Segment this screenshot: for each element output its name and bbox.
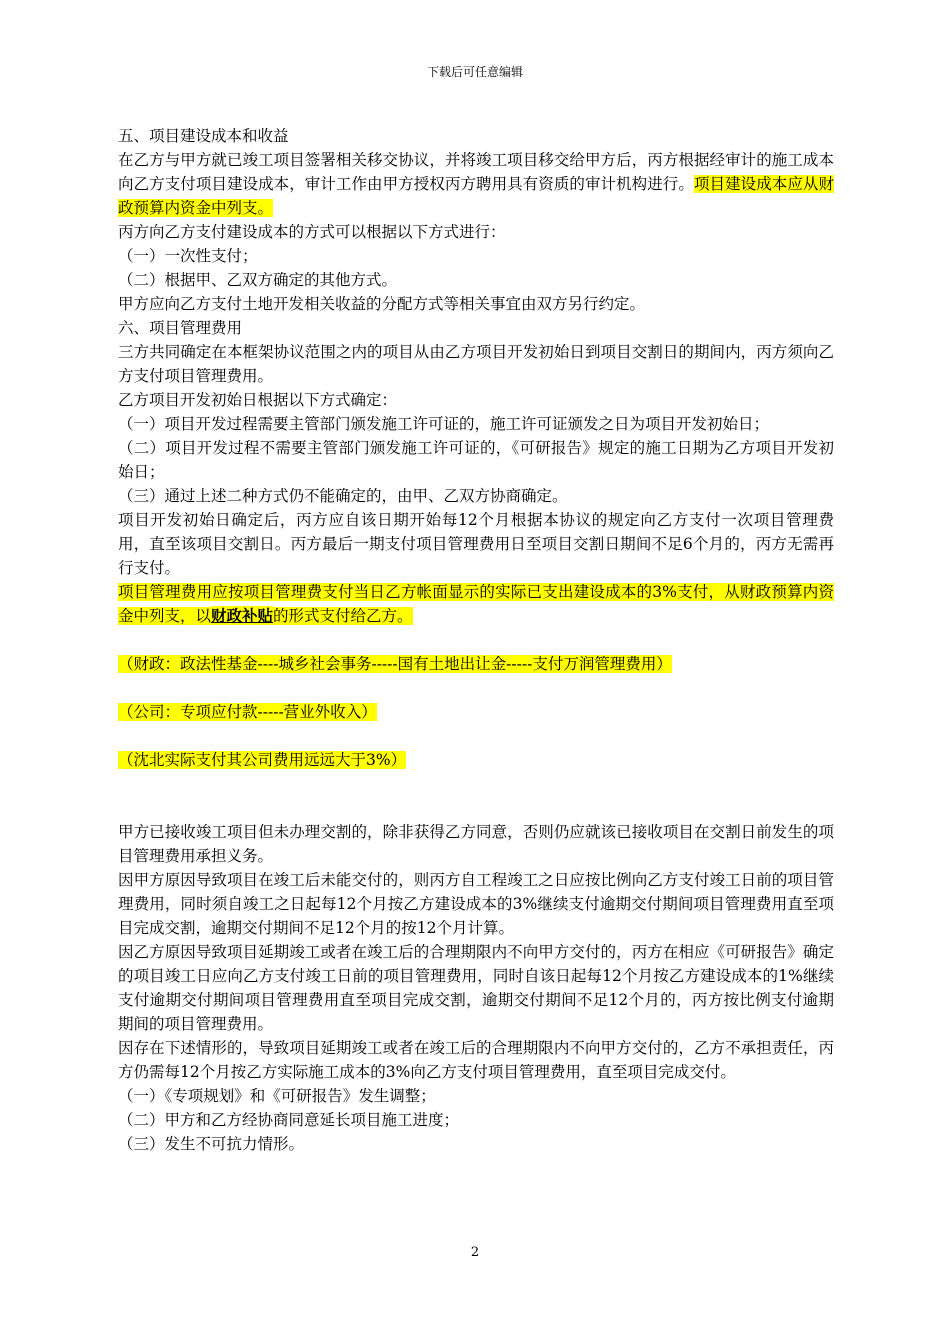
note-finance [118, 652, 834, 676]
section5-paragraph-2: 丙方向乙方支付建设成本的方式可以根据以下方式进行： [118, 223, 506, 241]
spacer [118, 724, 834, 748]
note-company [118, 700, 834, 724]
page-header: 下载后可任意编辑 [426, 65, 523, 79]
highlighted-text: 项目建设成本应从财政预算内资金中列支。 [118, 175, 834, 217]
page-number: 2 [470, 1245, 480, 1260]
section6-paragraph-7: 因存在下述情形的，导致项目延期竣工或者在竣工后的合理期限内不向甲方交付的，乙方不承担责任，丙方仍需每12个月按乙方实际施工成本的3%向乙方支付项目管理费用，直至项目完成交付。 [118, 1039, 834, 1081]
section6-list-item-1: （一）项目开发过程需要主管部门颁发施工许可证的，施工许可证颁发之日为项目开发初始日； [118, 415, 770, 433]
section6-paragraph-6: 因乙方原因导致项目延期竣工或者在竣工后的合理期限内不向甲方交付的，丙方在相应《可研报告》确定的项目竣工日应向乙方支付竣工日前的项目管理费用，同时自该日起每12个月按乙方建设成本的1%继续支付逾期交付期间项目管理费用直至项目完成交割，逾期交付期间不足12个月的，丙方按比例支付逾期期间的项目管理费用。 [118, 943, 834, 1033]
highlighted-paragraph [118, 580, 834, 628]
note-shenbei [118, 748, 834, 772]
section5-paragraph-3: 甲方应向乙方支付土地开发相关收益的分配方式等相关事宜由双方另行约定。 [118, 295, 646, 313]
document-body [118, 124, 834, 1156]
highlighted-text-b: 的形式支付给乙方。 [273, 607, 413, 625]
section6-paragraph-5: 因甲方原因导致项目在竣工后未能交付的，则丙方自工程竣工之日应按比例向乙方支付竣工日前的项目管理费用，同时须自竣工之日起每12个月按乙方建设成本的3%继续支付逾期交付期间项目管理费用直至项目完成交割，逾期交付期间不足12个月的按12个月计算。 [118, 871, 834, 937]
note-shenbei-text: （沈北实际支付其公司费用远远大于3%） [118, 751, 407, 769]
section6-paragraph-2: 乙方项目开发初始日根据以下方式确定： [118, 391, 398, 409]
section6-list-item-2: （二）项目开发过程不需要主管部门颁发施工许可证的，《可研报告》规定的施工日期为乙方项目开发初始日； [118, 439, 834, 481]
note-company-text: （公司：专项应付款-----营业外收入） [118, 703, 377, 721]
section6-list-item-5: （二）甲方和乙方经协商同意延长项目施工进度； [118, 1111, 460, 1129]
section5-heading: 五、项目建设成本和收益 [118, 127, 289, 145]
section6-paragraph-1: 三方共同确定在本框架协议范围之内的项目从由乙方项目开发初始日到项目交割日的期间内，丙方须向乙方支付项目管理费用。 [118, 343, 834, 385]
section5-paragraph-1 [118, 148, 834, 220]
section6-list-item-6: （三）发生不可抗力情形。 [118, 1135, 305, 1153]
section6-list-item-3: （三）通过上述二种方式仍不能确定的，由甲、乙双方协商确定。 [118, 487, 568, 505]
section6-paragraph-3: 项目开发初始日确定后，丙方应自该日期开始每12个月根据本协议的规定向乙方支付一次项目管理费用，直至该项目交割日。丙方最后一期支付项目管理费用日至项目交割日期间不足6个月的，丙方无需再行支付。 [118, 511, 834, 577]
section5-p1-text: 在乙方与甲方就已竣工项目签署相关移交协议，并将竣工项目移交给甲方后，丙方根据经审计的施工成本向乙方支付项目建设成本，审计工作由甲方授权丙方聘用具有资质的审计机构进行。 [118, 151, 834, 193]
spacer [118, 628, 834, 652]
section5-list-item-1: （一）一次性支付； [118, 247, 258, 265]
section5-list-item-2: （二）根据甲、乙双方确定的其他方式。 [118, 271, 398, 289]
highlighted-text-a: 项目管理费用应按项目管理费支付当日乙方帐面显示的实际已支出建设成本的3%支付，从财政预算内资金中列支，以 [118, 583, 834, 625]
spacer [118, 772, 834, 820]
section6-heading: 六、项目管理费用 [118, 319, 243, 337]
section6-paragraph-4: 甲方已接收竣工项目但未办理交割的，除非获得乙方同意，否则仍应就该已接收项目在交割日前发生的项目管理费用承担义务。 [118, 823, 834, 865]
note-finance-text: （财政：政法性基金----城乡社会事务-----国有土地出让金-----支付万润管理费用） [118, 655, 672, 673]
spacer [118, 676, 834, 700]
underlined-term: 财政补贴 [211, 606, 274, 625]
section6-list-item-4: （一）《专项规划》和《可研报告》发生调整； [118, 1087, 436, 1105]
